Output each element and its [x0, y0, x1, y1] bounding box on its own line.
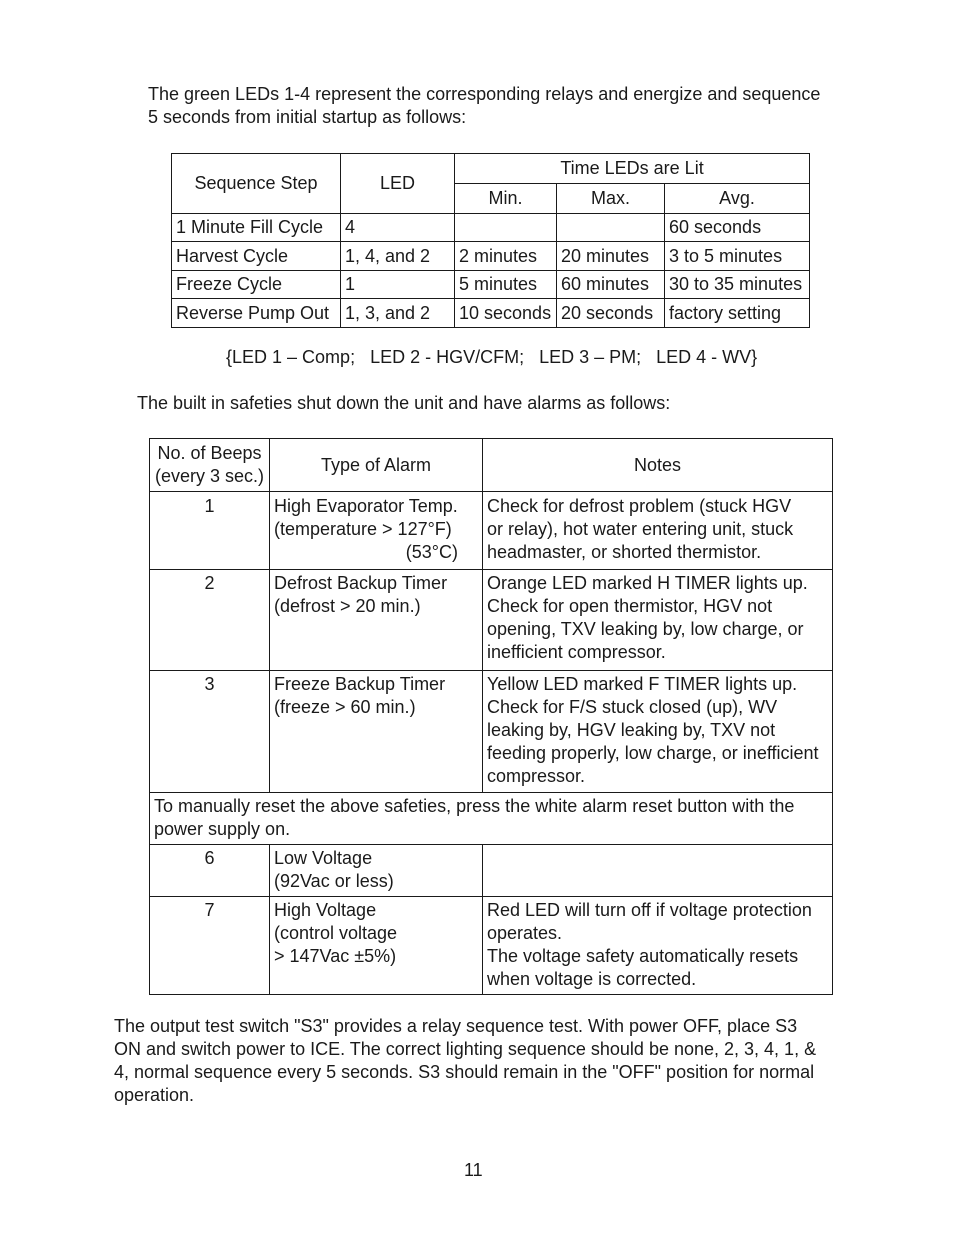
output-test-line: The output test switch "S3" provides a relay sequence test. With power OFF, place S3	[114, 1016, 798, 1036]
sequence-table	[171, 153, 810, 328]
page-number: 11	[464, 1160, 483, 1180]
table-row	[172, 299, 810, 328]
table-row	[172, 214, 810, 242]
table-row	[150, 492, 833, 570]
cell-beeps: 1	[150, 492, 270, 570]
type-line: (freeze > 60 min.)	[274, 697, 416, 717]
cell-step: Freeze Cycle	[172, 271, 341, 299]
cell-max: 20 minutes	[557, 242, 665, 271]
header-led: LED	[341, 154, 455, 214]
type-line: > 147Vac ±5%)	[274, 946, 397, 966]
alarm-table	[149, 438, 833, 995]
notes-line: inefficient compressor.	[487, 642, 666, 662]
header-max: Max.	[557, 184, 665, 214]
cell-avg: factory setting	[665, 299, 810, 328]
cell-type	[270, 897, 483, 995]
table-row	[172, 242, 810, 271]
intro-line-2: 5 seconds from initial startup as follows:	[148, 107, 467, 127]
header-beeps-line-1: No. of Beeps	[157, 443, 262, 463]
notes-line: leaking by, HGV leaking by, TXV not	[487, 720, 776, 740]
notes-line: headmaster, or shorted thermistor.	[487, 542, 762, 562]
cell-led: 1	[341, 271, 455, 299]
reset-note-line: power supply on.	[154, 819, 291, 839]
notes-line: The voltage safety automatically resets	[487, 946, 799, 966]
type-line: Defrost Backup Timer	[274, 573, 448, 593]
cell-led: 4	[341, 214, 455, 242]
cell-avg: 60 seconds	[665, 214, 810, 242]
notes-line: Red LED will turn off if voltage protection	[487, 900, 812, 920]
type-line: (defrost > 20 min.)	[274, 596, 421, 616]
notes-line: when voltage is corrected.	[487, 969, 697, 989]
notes-line: Orange LED marked H TIMER lights up.	[487, 573, 808, 593]
cell-type	[270, 671, 483, 793]
notes-line: opening, TXV leaking by, low charge, or	[487, 619, 804, 639]
cell-type	[270, 492, 483, 570]
cell-beeps: 2	[150, 570, 270, 671]
intro-line-1: The green LEDs 1-4 represent the corresponding relays and energize and sequence	[148, 84, 821, 104]
table-row	[150, 897, 833, 995]
output-test-paragraph	[114, 1015, 816, 1107]
cell-beeps: 7	[150, 897, 270, 995]
cell-min	[455, 214, 557, 242]
cell-notes	[483, 845, 833, 897]
type-line-right: (53°C)	[405, 542, 458, 562]
header-beeps-line-2: (every 3 sec.)	[154, 466, 265, 486]
cell-led: 1, 4, and 2	[341, 242, 455, 271]
header-notes: Notes	[483, 439, 833, 492]
table-row	[150, 570, 833, 671]
cell-max	[557, 214, 665, 242]
type-line: (temperature > 127°F)	[274, 519, 452, 539]
type-line: High Evaporator Temp.	[274, 496, 458, 516]
cell-beeps: 6	[150, 845, 270, 897]
cell-led: 1, 3, and 2	[341, 299, 455, 328]
type-line: (92Vac or less)	[274, 871, 394, 891]
output-test-line: operation.	[114, 1085, 195, 1105]
notes-line: Check for open thermistor, HGV not	[487, 596, 773, 616]
type-line: Low Voltage	[274, 848, 373, 868]
notes-line: Check for F/S stuck closed (up), WV	[487, 697, 778, 717]
notes-line: compressor.	[487, 766, 586, 786]
cell-avg: 3 to 5 minutes	[665, 242, 810, 271]
table-row	[172, 271, 810, 299]
header-avg: Avg.	[665, 184, 810, 214]
cell-max: 20 seconds	[557, 299, 665, 328]
cell-avg: 30 to 35 minutes	[665, 271, 810, 299]
cell-min: 5 minutes	[455, 271, 557, 299]
cell-notes	[483, 570, 833, 671]
cell-min: 2 minutes	[455, 242, 557, 271]
reset-note-row	[150, 793, 833, 845]
cell-min: 10 seconds	[455, 299, 557, 328]
type-line: (control voltage	[274, 923, 398, 943]
output-test-line: ON and switch power to ICE. The correct lighting sequence should be none, 2, 3, 4, 1, &	[114, 1039, 817, 1059]
table-row	[150, 671, 833, 793]
type-line: High Voltage	[274, 900, 377, 920]
cell-max: 60 minutes	[557, 271, 665, 299]
reset-note-line: To manually reset the above safeties, press the white alarm reset button with the	[154, 796, 795, 816]
header-beeps	[150, 439, 270, 492]
cell-notes	[483, 671, 833, 793]
notes-line: operates.	[487, 923, 563, 943]
header-sequence-step: Sequence Step	[172, 154, 341, 214]
cell-type	[270, 845, 483, 897]
cell-step: 1 Minute Fill Cycle	[172, 214, 341, 242]
notes-line: Check for defrost problem (stuck HGV	[487, 496, 792, 516]
type-line: Freeze Backup Timer	[274, 674, 446, 694]
led-legend: {LED 1 – Comp; LED 2 - HGV/CFM; LED 3 – PM; LED 4 - WV}	[226, 347, 758, 367]
notes-line: feeding properly, low charge, or inefficient	[487, 743, 819, 763]
cell-notes	[483, 492, 833, 570]
header-time-leds-lit: Time LEDs are Lit	[455, 154, 810, 184]
table-row	[150, 845, 833, 897]
header-type: Type of Alarm	[270, 439, 483, 492]
cell-notes	[483, 897, 833, 995]
notes-line: Yellow LED marked F TIMER lights up.	[487, 674, 798, 694]
cell-step: Reverse Pump Out	[172, 299, 341, 328]
reset-note	[150, 793, 833, 845]
cell-step: Harvest Cycle	[172, 242, 341, 271]
cell-beeps: 3	[150, 671, 270, 793]
header-min: Min.	[455, 184, 557, 214]
cell-type	[270, 570, 483, 671]
notes-line: or relay), hot water entering unit, stuck	[487, 519, 794, 539]
output-test-line: 4, normal sequence every 5 seconds. S3 should remain in the "OFF" position for normal	[114, 1062, 815, 1082]
intro-paragraph	[148, 83, 820, 129]
safeties-intro: The built in safeties shut down the unit and have alarms as follows:	[137, 393, 671, 413]
